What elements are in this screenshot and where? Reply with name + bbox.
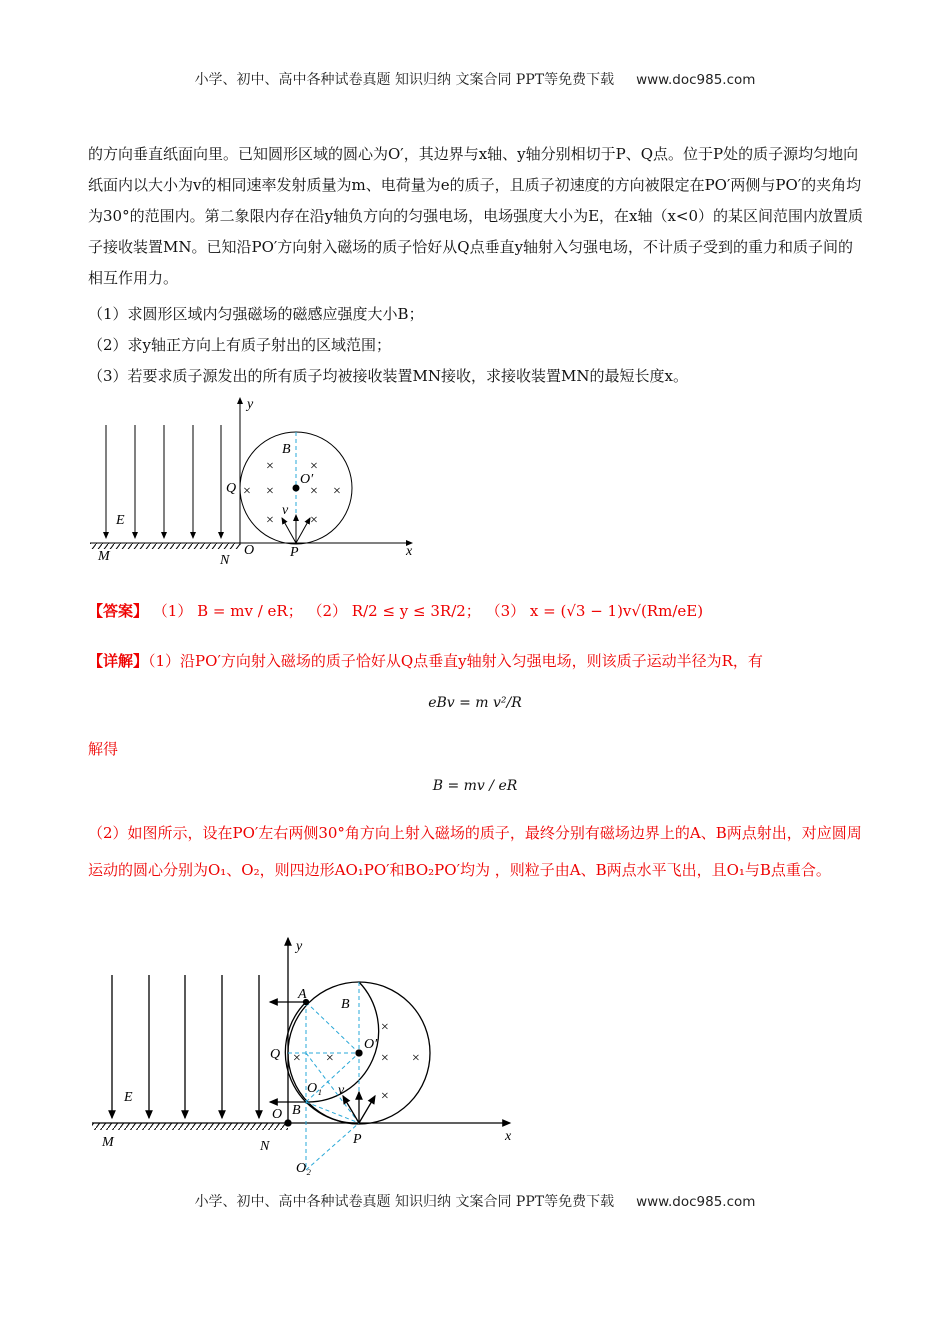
- header-url[interactable]: www.doc985.com: [636, 72, 756, 88]
- answer-2: （2） R/2 ≤ y ≤ 3R/2；: [307, 602, 481, 620]
- svg-text:×: ×: [266, 459, 274, 474]
- detail-tag: 【详解】: [88, 652, 149, 670]
- label: O: [244, 543, 255, 558]
- svg-text:×: ×: [292, 1051, 302, 1066]
- footer-text: 小学、初中、高中各种试卷真题 知识归纳 文案合同 PPT等免费下载: [194, 1194, 615, 1210]
- svg-text:×: ×: [266, 484, 274, 499]
- label: O: [272, 1107, 283, 1122]
- problem-paragraph: 的方向垂直纸面向里。已知圆形区域的圆心为O′，其边界与x轴、y轴分别相切于P、Q点。位于P处的质子源均匀地向纸面内以大小为v的相同速率发射质量为m、电荷量为e的质子，且质子初速度的方向被限定在PO′两侧与PO′的夹角均为30°的范围内。第二象限内存在沿y轴负方向的匀强电场，电场强度大小为E，在x轴（x<0）的某区间范围内放置质子接收装置MN。已知沿PO′方向射入磁场的质子恰好从Q点垂直y轴射入匀强电场，不计质子受到的重力和质子间的相互作用力。: [88, 145, 864, 287]
- label: x: [505, 1129, 512, 1144]
- answer-line: [88, 600, 703, 621]
- label: Q: [270, 1047, 281, 1062]
- label: N: [260, 1139, 270, 1154]
- label: P: [353, 1132, 362, 1147]
- answer-tag: 【答案】: [88, 602, 149, 620]
- svg-text:×: ×: [411, 1051, 421, 1066]
- label: B: [282, 442, 291, 457]
- solve-label: 解得: [88, 740, 119, 758]
- detail-line-1: [88, 650, 763, 671]
- question-2: （2）求y轴正方向上有质子射出的区域范围；: [88, 336, 392, 354]
- svg-text:×: ×: [333, 484, 341, 499]
- detail-text-2: （2）如图所示，设在PO′左右两侧30°角方向上射入磁场的质子，最终分别有磁场边界上的A、B两点射出，对应圆周运动的圆心分别为O₁、O₂，则四边形AO₁PO′和BO₂PO′均为 ，则粒子由A、B两点水平飞出，且O₁与B点重合。: [88, 824, 862, 879]
- question-3: （3）若要求质子源发出的所有质子均被接收装置MN接收，求接收装置MN的最短长度x。: [88, 367, 688, 385]
- label: O₁: [307, 1081, 322, 1096]
- figure-2-diagram: [92, 938, 510, 1170]
- svg-text:×: ×: [380, 1051, 390, 1066]
- label: A: [298, 987, 307, 1002]
- label: y: [296, 939, 303, 954]
- footer-url[interactable]: www.doc985.com: [636, 1194, 756, 1210]
- svg-text:×: ×: [380, 1020, 390, 1035]
- label: M: [98, 549, 110, 564]
- svg-text:×: ×: [266, 513, 274, 528]
- label: O₂: [296, 1161, 311, 1176]
- svg-text:×: ×: [310, 513, 318, 528]
- answer-1: （1） B = mv / eR；: [152, 602, 303, 620]
- label: y: [247, 397, 254, 412]
- equation-2: B = mv / eR: [432, 778, 518, 794]
- equation-1: eBv = m v²/R: [428, 695, 522, 711]
- header-text: 小学、初中、高中各种试卷真题 知识归纳 文案合同 PPT等免费下载: [194, 72, 615, 88]
- page-footer: [0, 1191, 950, 1211]
- question-1: （1）求圆形区域内匀强磁场的磁感应强度大小B；: [88, 305, 424, 323]
- svg-text:×: ×: [380, 1089, 390, 1104]
- svg-text:×: ×: [325, 1051, 335, 1066]
- label: O′: [364, 1037, 378, 1052]
- label: B: [292, 1103, 301, 1118]
- figure-1-diagram: [90, 398, 412, 549]
- label: P: [290, 545, 299, 560]
- label: Q: [226, 481, 237, 496]
- label: E: [116, 513, 125, 528]
- svg-text:×: ×: [243, 484, 251, 499]
- label: B: [341, 997, 350, 1012]
- label: E: [124, 1090, 133, 1105]
- label: v: [338, 1083, 345, 1098]
- svg-text:×: ×: [310, 459, 318, 474]
- label: M: [102, 1135, 114, 1150]
- label: N: [220, 553, 230, 568]
- svg-text:×: ×: [310, 484, 318, 499]
- label: x: [406, 544, 413, 559]
- detail-text-1: （1）沿PO′方向射入磁场的质子恰好从Q点垂直y轴射入匀强电场，则该质子运动半径为R，有: [148, 652, 763, 670]
- label: v: [282, 503, 289, 518]
- answer-3: （3） x = (√3 − 1)v√(Rm/eE): [485, 602, 704, 620]
- label: O′: [300, 472, 314, 487]
